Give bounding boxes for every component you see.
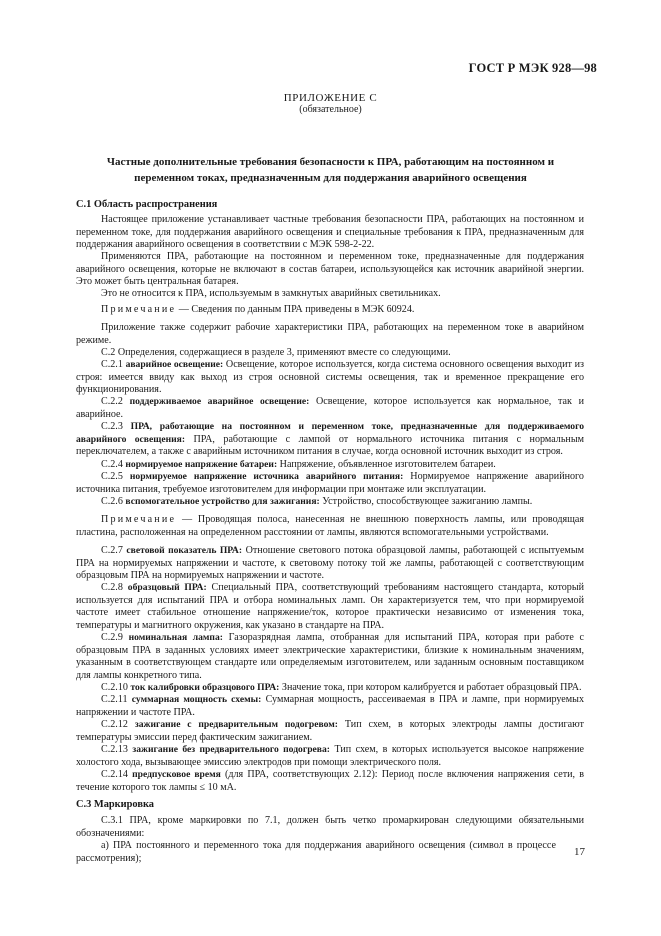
definition-text: Устройство, способствующее зажиганию лампы. xyxy=(319,496,533,507)
definition-text: (для ПРА, соответствующих 2.12): Период после включения напряжения сети, в течение которого ток лампы ≤ 10 мА. xyxy=(76,769,584,793)
paragraph: С.2 Определения, содержащиеся в разделе 3, применяют вместе со следующими. xyxy=(101,347,451,358)
note xyxy=(76,514,584,539)
definition xyxy=(76,632,584,682)
definition xyxy=(76,359,584,397)
definition-number: С.2.10 xyxy=(101,682,131,693)
definition xyxy=(76,496,584,509)
definition-text: Нормируемое напряжение аварийного источника питания, требуемое изготовителем для информации при монтаже или эксплуатации. xyxy=(76,471,584,495)
definition-term: зажигание с предварительным подогревом: xyxy=(134,719,338,730)
definition-term: аварийное освещение: xyxy=(125,359,224,370)
definition-term: зажигание без предварительного подогрева: xyxy=(132,744,330,755)
definition-term: ток калибровки образцового ПРА: xyxy=(130,682,280,693)
definition-text: Освещение, которое используется как нормальное, так и аварийное. xyxy=(76,396,585,420)
definition-text: Суммарная мощность, рассеиваемая в ПРА и лампе, при нормируемых напряжении и частоте ПРА. xyxy=(76,694,584,718)
definition xyxy=(76,744,584,769)
definition-text: Газоразрядная лампа, отобранная для испытаний ПРА, которая при работе с образцовым ПРА в заданных условиях имеет электрические характеристики, близкие к номинальным значениям, указанным в соответствующем стандарте или определяемым изготовителем, или заданным основным поставщиком для лампы конкретного типа. xyxy=(76,632,584,681)
definition-term: образцовый ПРА: xyxy=(127,582,207,593)
definition xyxy=(76,396,584,421)
definition xyxy=(76,459,584,472)
definition-text: Освещение, которое используется, когда система основного освещения выходит из строя: имеется ввиду как выход из строя основной системы освещения, так и временное прекращение его функционирования. xyxy=(76,359,584,396)
definition-number: С.2.11 xyxy=(101,694,132,705)
note xyxy=(76,304,584,317)
definition xyxy=(76,471,584,496)
definition-text: Напряжение, объявленное изготовителем батареи. xyxy=(277,459,496,470)
definition-term: предпусковое время xyxy=(132,769,221,780)
definition-number: С.2.4 xyxy=(101,459,126,470)
definition-term: поддерживаемое аварийное освещение: xyxy=(129,396,310,407)
paragraph: С.3.1 ПРА, кроме маркировки по 7.1, должен быть четко промаркирован следующими обязательными обозначениями: xyxy=(76,815,584,839)
definition-number: С.2.13 xyxy=(101,744,133,755)
definition-text: Специальный ПРА, соответствующий требованиям настоящего стандарта, который используется для испытаний ПРА и отбора номинальных ламп. Он характеризуется тем, что при нормируемой частоте имеет стабильное отношение напряжение/ток, которое практически независимо от изменения тока, температуры и магнитного окружения, как указано в стандарте на ПРА. xyxy=(76,582,585,631)
definition xyxy=(76,719,584,744)
definition-number: С.2.3 xyxy=(101,421,131,432)
list-item: а) ПРА постоянного и переменного тока для поддержания аварийного освещения (символ в процессе рассмотрения); xyxy=(76,840,556,864)
definition-number: С.2.12 xyxy=(101,719,135,730)
definition-number: С.2.6 xyxy=(101,496,126,507)
paragraph: Применяются ПРА, работающие на постоянном и переменном токе, предназначенные для поддержания аварийного освещения, которые не включают в состав батареи, использующейся как источник аварийной энергии. Это может быть центральная батарея. xyxy=(76,251,584,288)
paragraph: Приложение также содержит рабочие характеристики ПРА, работающих на переменном токе в аварийном режиме. xyxy=(76,322,584,346)
note-text: — Проводящая полоса, нанесенная не внешнюю поверхность лампы, или проводящая пластина, расположенная на определенном расстоянии от лампы, являются вспомогательными устройствами. xyxy=(76,514,584,538)
definition xyxy=(76,582,584,632)
section-c1-heading: С.1 Область распространения xyxy=(76,199,218,210)
note-label: Примечание xyxy=(101,514,177,525)
definition-number: С.2.5 xyxy=(101,471,130,482)
definition-number: С.2.1 xyxy=(101,359,126,370)
document-code-header: ГОСТ Р МЭК 928—98 xyxy=(468,61,597,75)
definition-number: С.2.2 xyxy=(101,396,130,407)
paragraph: Это не относится к ПРА, используемым в замкнутых аварийных светильниках. xyxy=(101,288,441,299)
annex-subtitle: (обязательное) xyxy=(299,104,362,115)
definition-text: ПРА, работающие с лампой от нормального источника питания с нормальным переключателем, а также с аварийным источником питания в случае, когда основной источник выходит из строя. xyxy=(76,433,584,458)
definition-term: световой показатель ПРА: xyxy=(126,545,243,556)
definition xyxy=(76,769,584,794)
definition xyxy=(76,421,584,459)
definition-number: С.2.9 xyxy=(101,632,129,643)
definition xyxy=(76,545,584,583)
note-label: Примечание xyxy=(101,304,177,315)
definition-text: Отношение светового потока образцовой лампы, работающей с испытуемым ПРА на нормируемых напряжении и частоте, к световому потоку той же лампы, работающей с соответствующим образцовым ПРА на нормируемых напряжении и частоте. xyxy=(76,545,584,582)
definition xyxy=(76,694,584,719)
definition-term: вспомогательное устройство для зажигания: xyxy=(125,496,320,507)
note-text: — Сведения по данным ПРА приведены в МЭК 60924. xyxy=(176,304,415,315)
definition-text: Тип схем, в которых электроды лампы достигают температуры эмиссии перед фактическим зажиганием. xyxy=(76,719,584,743)
definition-number: С.2.14 xyxy=(101,769,133,780)
annex-main-title: Частные дополнительные требования безопасности к ПРА, работающим на постоянном и переменном токах, предназначенным для поддержания аварийного освещения xyxy=(106,156,555,184)
definition-number: С.2.8 xyxy=(101,582,128,593)
definition-term: суммарная мощность схемы: xyxy=(131,694,262,705)
definition-term: нормируемое напряжение батареи: xyxy=(125,459,278,470)
definition-text: Тип схем, в которых используется высокое напряжение холостого хода, вызывающее эмиссию электродов при помощи электрического поля. xyxy=(76,744,584,768)
page-number: 17 xyxy=(574,846,585,858)
definition-number: С.2.7 xyxy=(101,545,127,556)
definition xyxy=(76,682,584,695)
definition-text: Значение тока, при котором калибруется и работает образцовый ПРА. xyxy=(279,682,582,693)
annex-title: ПРИЛОЖЕНИЕ С xyxy=(283,92,378,104)
paragraph: Настоящее приложение устанавливает частные требования безопасности ПРА, работающих на постоянном и переменном токе, для поддержания аварийного освещения и специальные требования к ПРА, предназначенным для поддержания аварийного освещения в соответствии с МЭК 598-2-22. xyxy=(76,214,584,251)
section-c3-heading: С.3 Маркировка xyxy=(76,799,155,810)
definition-term: ПРА, работающие на постоянном и переменном токе, предназначенные для поддерживаемого аварийного освещения: xyxy=(76,421,584,445)
definition-term: номинальная лампа: xyxy=(128,632,223,643)
definition-term: нормируемое напряжение источника аварийного питания: xyxy=(129,471,404,482)
